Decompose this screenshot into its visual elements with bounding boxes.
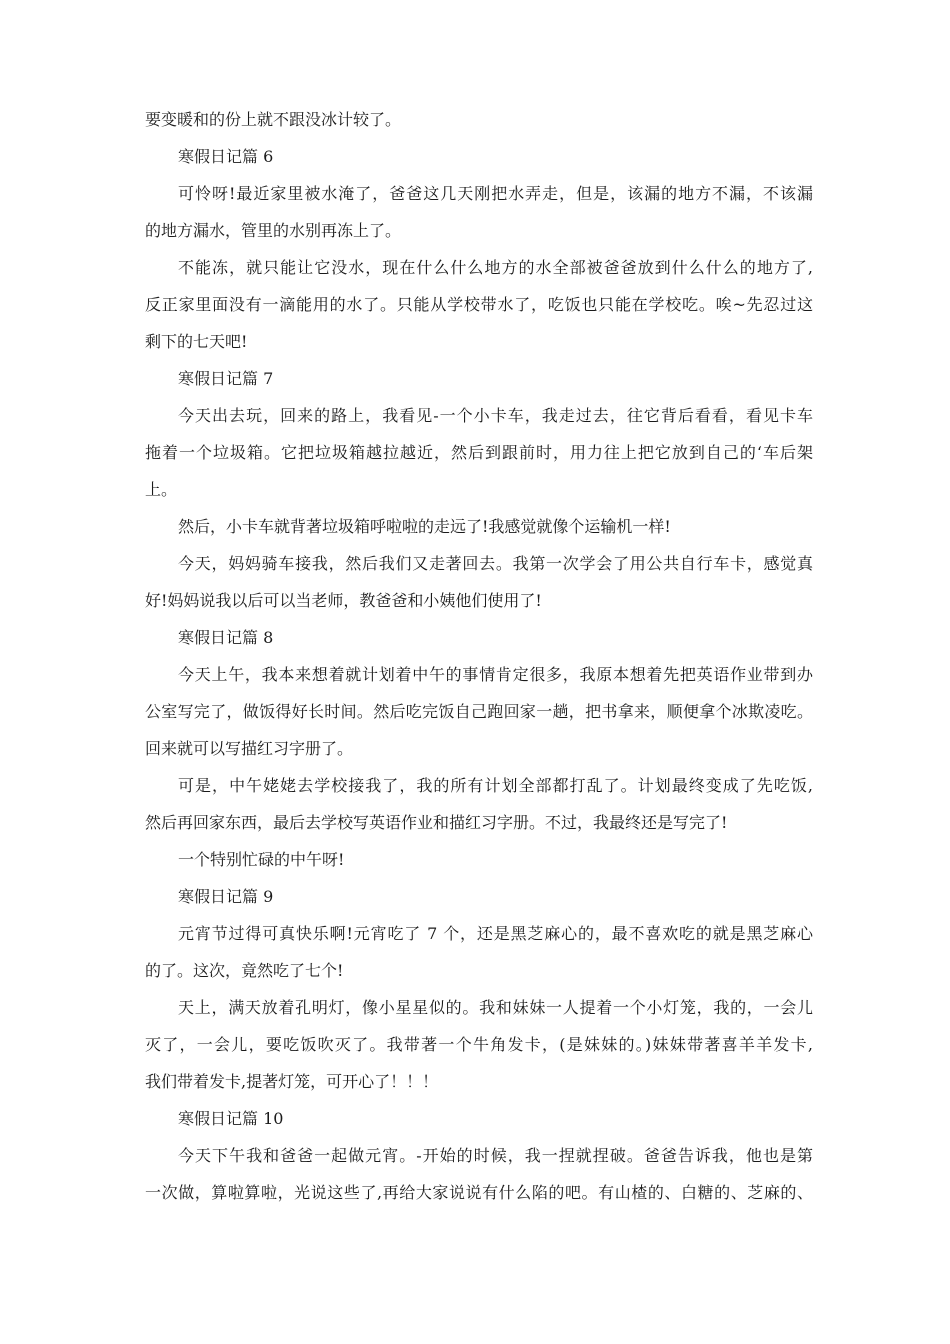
- text-line: 好!妈妈说我以后可以当老师，教爸爸和小姨他们使用了!: [145, 591, 542, 610]
- text-line: 今天出去玩，回来的路上，我看见-一个小卡车，我走过去，往它背后看看，看见卡车: [178, 406, 813, 425]
- text-line: 灭了，一会儿，要吃饭吹灭了。我带著一个牛角发卡，(是妹妹的。)妹妹带著喜羊羊发卡,: [145, 1035, 813, 1054]
- text-line: 剩下的七天吧!: [145, 332, 248, 351]
- text-line: 回来就可以写描红习字册了。: [145, 739, 354, 758]
- text-line: 今天，妈妈骑车接我，然后我们又走著回去。我第一次学会了用公共自行车卡，感觉真: [178, 554, 813, 573]
- text-line: 上。: [145, 480, 178, 499]
- document-body: [145, 101, 813, 1211]
- text-line: 要变暖和的份上就不跟没冰计较了。: [145, 110, 402, 129]
- text-line: 不能冻，就只能让它没水，现在什么什么地方的水全部被爸爸放到什么什么的地方了,: [178, 258, 813, 277]
- text-line: 拖着一个垃圾箱。它把垃圾箱越拉越近，然后到跟前时，用力往上把它放到自己的‘车后架: [145, 443, 813, 462]
- section-heading: 寒假日记篇 8: [178, 628, 274, 647]
- section-heading: 寒假日记篇 6: [178, 147, 274, 166]
- text-line: 我们带着发卡,提著灯笼，可开心了！！！: [145, 1072, 439, 1091]
- text-line: 一个特别忙碌的中午呀!: [178, 850, 345, 869]
- text-line: 天上，满天放着孔明灯，像小星星似的。我和妹妹一人提着一个小灯笼，我的，一会儿: [178, 998, 813, 1017]
- text-line: 的了。这次，竟然吃了七个!: [145, 961, 344, 980]
- section-heading: 寒假日记篇 7: [178, 369, 274, 388]
- text-line: 今天下午我和爸爸一起做元宵。-开始的时候，我一捏就捏破。爸爸告诉我，他也是第: [178, 1146, 813, 1165]
- text-line: 反正家里面没有一滴能用的水了。只能从学校带水了，吃饭也只能在学校吃。唉~先忍过这: [145, 295, 813, 314]
- text-line: 今天上午，我本来想着就计划着中午的事情肯定很多，我原本想着先把英语作业带到办: [178, 665, 813, 684]
- section-heading: 寒假日记篇 10: [178, 1109, 284, 1128]
- text-line: 然后再回家东西，最后去学校写英语作业和描红习字册。不过，我最终还是写完了!: [145, 813, 728, 832]
- text-line: 公室写完了，做饭得好长时间。然后吃完饭自己跑回家一趟，把书拿来，顺便拿个冰欺凌吃。: [145, 702, 813, 721]
- text-line: 然后，小卡车就背著垃圾箱呼啦啦的走远了!我感觉就像个运输机一样!: [178, 517, 671, 536]
- text-line: 的地方漏水，管里的水别再冻上了。: [145, 221, 402, 240]
- section-heading: 寒假日记篇 9: [178, 887, 274, 906]
- text-line: 一次做，算啦算啦，光说这些了,再给大家说说有什么陷的吧。有山楂的、白糖的、芝麻的、: [145, 1183, 813, 1202]
- text-line: 可是，中午姥姥去学校接我了，我的所有计划全部都打乱了。计划最终变成了先吃饭,: [178, 776, 813, 795]
- text-line: 元宵节过得可真快乐啊!元宵吃了 7 个，还是黑芝麻心的，最不喜欢吃的就是黑芝麻心: [178, 924, 813, 943]
- text-line: 可怜呀!最近家里被水淹了，爸爸这几天刚把水弄走，但是，该漏的地方不漏，不该漏: [178, 184, 813, 203]
